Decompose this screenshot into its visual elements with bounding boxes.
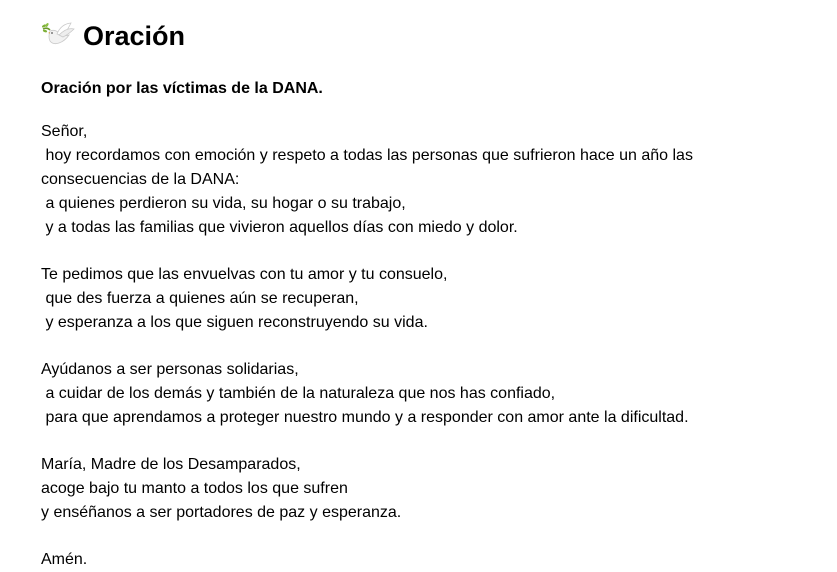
- stanza-2: [41, 263, 837, 335]
- stanza-line: acoge bajo tu manto a todos los que sufren: [41, 480, 348, 497]
- dove-icon: [41, 21, 75, 51]
- stanza-line: Señor,: [41, 123, 88, 140]
- stanza-3: [41, 358, 837, 430]
- stanza-1: [41, 120, 837, 240]
- title-row: [41, 17, 837, 55]
- stanza-line: que des fuerza a quienes aún se recuperan,: [41, 290, 359, 307]
- stanza-line: para que aprendamos a proteger nuestro mundo y a responder con amor ante la dificultad.: [41, 409, 689, 426]
- stanza-4: [41, 453, 837, 525]
- stanza-line: consecuencias de la DANA:: [41, 171, 240, 188]
- stanza-line: hoy recordamos con emoción y respeto a todas las personas que sufrieron hace un año las: [41, 147, 693, 164]
- stanza-line: María, Madre de los Desamparados,: [41, 456, 301, 473]
- stanza-line: y a todas las familias que vivieron aquellos días con miedo y dolor.: [41, 219, 518, 236]
- page-title: Oración: [83, 21, 186, 51]
- stanza-line: Te pedimos que las envuelvas con tu amor y tu consuelo,: [41, 266, 448, 283]
- stanza-line: y esperanza a los que siguen reconstruyendo su vida.: [41, 314, 428, 331]
- closing-amen: Amén.: [41, 551, 88, 568]
- stanza-line: y enséñanos a ser portadores de paz y esperanza.: [41, 504, 402, 521]
- stanza-line: a cuidar de los demás y también de la naturaleza que nos has confiado,: [41, 385, 556, 402]
- stanza-line: a quienes perdieron su vida, su hogar o su trabajo,: [41, 195, 406, 212]
- stanza-line: Ayúdanos a ser personas solidarias,: [41, 361, 299, 378]
- prayer-subtitle: Oración por las víctimas de la DANA.: [41, 80, 323, 97]
